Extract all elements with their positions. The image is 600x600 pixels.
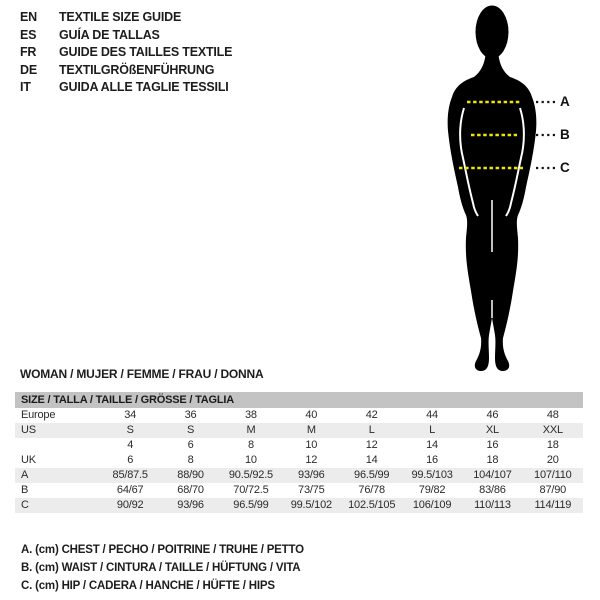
size-cell: 76/78: [358, 484, 385, 496]
language-label: GUÍA DE TALLAS: [59, 27, 160, 42]
size-cell: 4: [127, 439, 134, 451]
language-code: FR: [20, 45, 37, 59]
size-cell: 99.5/102: [290, 499, 332, 511]
woman-title: WOMAN / MUJER / FEMME / FRAU / DONNA: [20, 367, 264, 381]
size-cell: 93/96: [177, 499, 204, 511]
size-table-header: SIZE / TALLA / TAILLE / GRÖSSE / TAGLIA: [15, 392, 583, 408]
size-cell: 96.5/99: [233, 499, 269, 511]
size-cell: 12: [305, 454, 318, 466]
table-row: [15, 423, 583, 438]
language-code: EN: [20, 10, 37, 24]
language-label: GUIDE DES TAILLES TEXTILE: [59, 45, 233, 59]
size-cell: 12: [365, 439, 378, 451]
size-cell: 40: [305, 409, 318, 421]
size-cell: 104/107: [473, 469, 512, 481]
size-cell: 6: [127, 454, 134, 466]
row-label: Europe: [21, 409, 56, 421]
table-row: [15, 438, 583, 453]
measurement-legend: [21, 541, 304, 595]
size-cell: 10: [245, 454, 257, 466]
language-code: ES: [20, 27, 37, 42]
size-cell: 34: [124, 409, 137, 421]
size-cell: 70/72.5: [233, 484, 269, 496]
legend-line: B. (cm) WAIST / CINTURA / TAILLE / HÜFTUNG / VITA: [21, 562, 301, 574]
size-cell: L: [368, 424, 375, 436]
legend-line: A. (cm) CHEST / PECHO / POITRINE / TRUHE / PETTO: [21, 544, 304, 556]
size-cell: 68/70: [177, 484, 204, 496]
legend-line: C. (cm) HIP / CADERA / HANCHE / HÜFTE / HIPS: [21, 580, 275, 592]
size-cell: 14: [426, 439, 438, 451]
size-table: [15, 392, 583, 513]
size-cell: 10: [305, 439, 318, 451]
language-label: TEXTILE SIZE GUIDE: [59, 10, 182, 24]
size-cell: 88/90: [177, 469, 204, 481]
size-cell: 106/109: [412, 499, 452, 511]
table-row: [15, 483, 583, 498]
size-cell: XL: [485, 424, 499, 436]
size-cell: 42: [365, 409, 378, 421]
language-code: DE: [20, 62, 37, 77]
row-label: US: [21, 424, 36, 436]
size-cell: 36: [184, 409, 197, 421]
size-cell: 102.5/105: [348, 499, 396, 511]
size-cell: M: [246, 424, 256, 436]
size-cell: 79/82: [418, 484, 446, 496]
size-cell: 8: [247, 439, 254, 451]
row-label: [15, 438, 100, 453]
size-cell: 90/92: [116, 499, 144, 511]
size-cell: 20: [546, 454, 559, 466]
size-cell: M: [306, 424, 316, 436]
size-cell: 110/113: [474, 499, 511, 511]
size-cell: 90.5/92.5: [228, 469, 273, 481]
language-code: IT: [20, 80, 31, 94]
table-row: [15, 498, 583, 513]
size-cell: 99.5/103: [411, 469, 453, 481]
measure-label-hip: C: [560, 160, 570, 175]
language-list: [20, 9, 232, 97]
size-cell: 18: [546, 439, 559, 451]
measure-label-waist: B: [560, 127, 570, 142]
size-cell: 46: [486, 409, 499, 421]
row-label: A: [21, 469, 29, 481]
language-row: [20, 62, 232, 80]
size-table-body: [15, 408, 583, 513]
size-cell: 64/67: [116, 484, 144, 496]
size-cell: 73/75: [298, 484, 325, 496]
size-cell: L: [429, 424, 436, 436]
language-row: [20, 9, 232, 27]
size-cell: 48: [546, 409, 559, 421]
size-cell: 18: [486, 454, 499, 466]
size-cell: 44: [426, 409, 438, 421]
language-label: TEXTILGRÖßENFÜHRUNG: [59, 62, 215, 77]
size-cell: 114/119: [534, 499, 572, 511]
size-cell: 8: [187, 454, 194, 466]
row-label: B: [21, 484, 29, 496]
size-cell: 83/86: [479, 484, 506, 496]
language-row: [20, 79, 232, 97]
language-row: [20, 27, 232, 45]
size-cell: XXL: [542, 424, 563, 436]
size-cell: 107/110: [534, 469, 572, 481]
language-row: [20, 44, 232, 62]
size-cell: 87/90: [539, 484, 567, 496]
table-row: [15, 453, 583, 468]
size-cell: 38: [245, 409, 257, 421]
size-cell: S: [186, 424, 195, 436]
size-cell: S: [126, 424, 134, 436]
size-cell: 14: [365, 454, 378, 466]
size-cell: 6: [187, 439, 194, 451]
measure-label-chest: A: [560, 94, 570, 109]
size-cell: 93/96: [298, 469, 325, 481]
table-row: [15, 468, 583, 483]
figure-area: [418, 0, 600, 380]
size-cell: 16: [426, 454, 438, 466]
table-row: [15, 408, 583, 423]
size-cell: 16: [486, 439, 499, 451]
size-cell: 85/87.5: [112, 469, 148, 481]
woman-silhouette: [418, 0, 600, 380]
row-label: UK: [21, 454, 36, 466]
language-label: GUIDA ALLE TAGLIE TESSILI: [59, 80, 229, 94]
size-cell: 96.5/99: [354, 469, 390, 481]
row-label: C: [21, 499, 29, 511]
